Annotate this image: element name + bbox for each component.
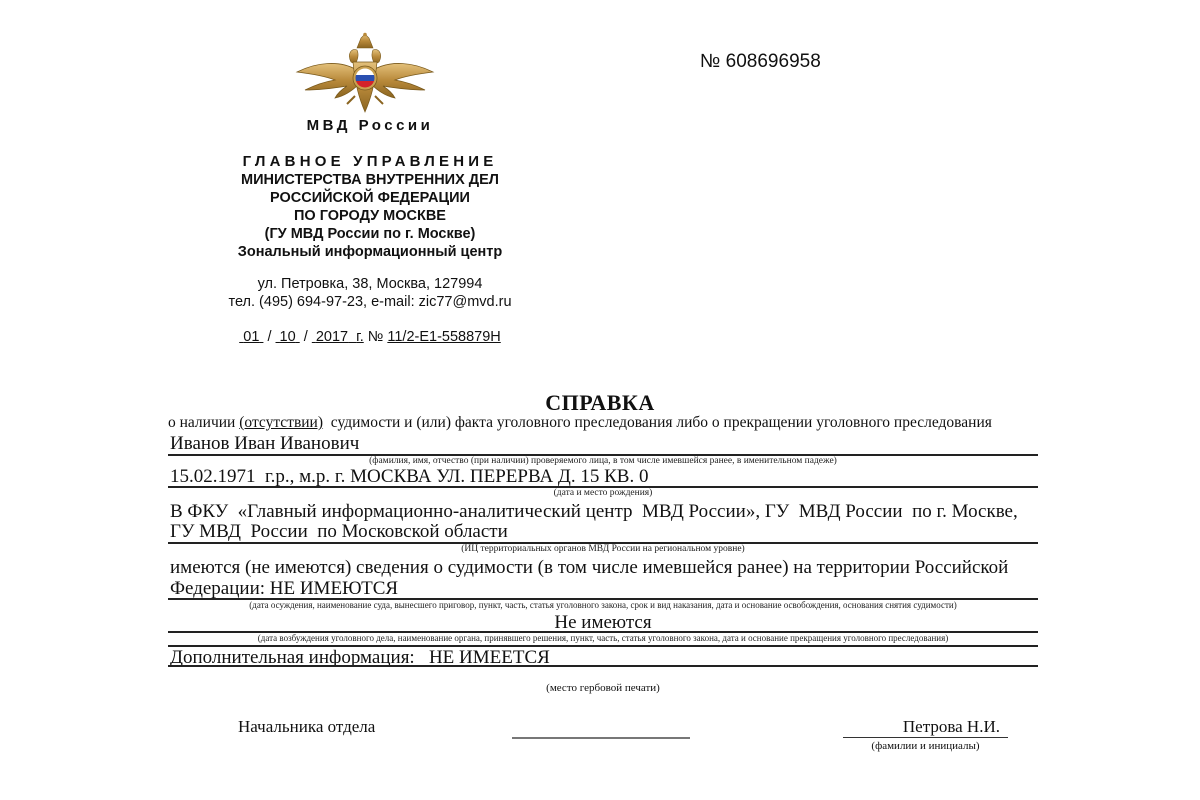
document-number: № 608696958 <box>700 51 821 72</box>
issuer-line-5: (ГУ МВД России по г. Москве) <box>264 226 476 242</box>
records-caption: (дата осуждения, наименование суда, вынесшего приговор, пункт, часть, статья уголовного закона, срок и вид наказания, дата и основание освобождения, основания снятия судимости) <box>249 600 957 610</box>
signer-name-rule <box>843 737 1008 738</box>
document-title: СПРАВКА <box>545 390 655 415</box>
reg-number-sign: № <box>367 329 384 345</box>
full-name-caption: (фамилия, имя, отчество (при наличии) проверяемого лица, в том числе имевшейся ранее, в именительном падеже) <box>369 456 837 466</box>
issuer-line-3: РОССИЙСКОЙ ФЕДЕРАЦИИ <box>270 190 470 206</box>
reg-number: 11/2-Е1-558879Н <box>387 329 501 345</box>
issuer-line-6: Зональный информационный центр <box>237 244 503 260</box>
mvd-emblem-icon <box>295 32 435 117</box>
records-line-2: Федерации: НЕ ИМЕЮТСЯ <box>170 578 399 599</box>
document-subtitle: о наличии (отсутствии) судимости и (или) факта уголовного преследования либо о прекращении уголовного преследования <box>168 414 992 431</box>
issuer-line-2: МИНИСТЕРСТВА ВНУТРЕННИХ ДЕЛ <box>241 172 499 188</box>
issuer-short-name: МВД России <box>306 117 434 134</box>
birth-caption: (дата и место рождения) <box>553 488 653 498</box>
birth-value: 15.02.1971 г.р., м.р. г. МОСКВА УЛ. ПЕРЕРВА Д. 15 КВ. 0 <box>170 466 649 487</box>
signature-line <box>512 737 690 739</box>
registration-line: 01 / 10 / 2017 г. № 11/2-Е1-558879Н <box>200 329 540 345</box>
reg-month: 10 <box>279 329 296 345</box>
prosecution-value: Не имеются <box>554 612 652 633</box>
issuer-contacts: тел. (495) 694-97-23, e-mail: zic77@mvd.ru <box>228 294 512 310</box>
prosecution-caption: (дата возбуждения уголовного дела, наименование органа, принявшего решения, пункт, часть, статья уголовного закона, дата и основание прекращения уголовного преследования) <box>257 633 949 643</box>
records-line-1: имеются (не имеются) сведения о судимости (в том числе имевшейся ранее) на территории Российской <box>170 557 1009 578</box>
reg-year: 2017 г. <box>315 329 364 345</box>
seal-place-caption: (место гербовой печати) <box>546 682 660 694</box>
full-name-value: Иванов Иван Иванович <box>170 433 360 454</box>
issuer-line-4: ПО ГОРОДУ МОСКВЕ <box>294 208 446 224</box>
additional-info-rule <box>168 665 1038 667</box>
reg-day: 01 <box>243 329 260 345</box>
issuer-address: ул. Петровка, 38, Москва, 127994 <box>257 276 483 292</box>
info-centers-line-2: ГУ МВД России по Московской области <box>170 521 508 542</box>
additional-info-value: Дополнительная информация: НЕ ИМЕЕТСЯ <box>170 647 550 668</box>
info-centers-caption: (ИЦ территориальных органов МВД России на региональном уровне) <box>461 544 745 554</box>
signer-name: Петрова Н.И. <box>902 717 1000 736</box>
signer-position: Начальника отдела <box>238 717 376 736</box>
signer-caption: (фамилии и инициалы) <box>871 740 980 752</box>
info-centers-line-1: В ФКУ «Главный информационно-аналитический центр МВД России», ГУ МВД России по г. Москве, <box>170 501 1018 522</box>
issuer-line-1: ГЛАВНОЕ УПРАВЛЕНИЕ <box>242 153 498 170</box>
